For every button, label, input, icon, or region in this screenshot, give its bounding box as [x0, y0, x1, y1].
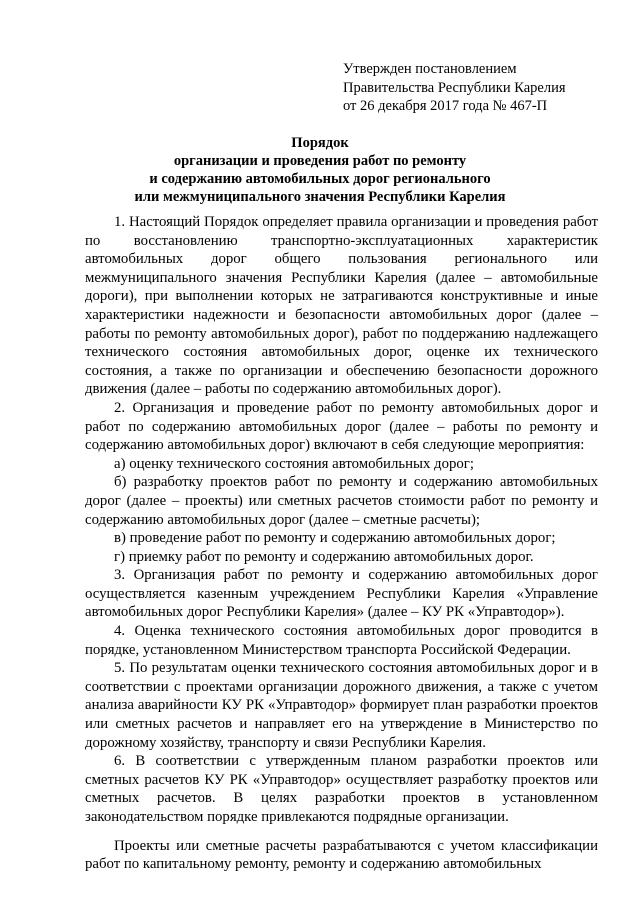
document-title	[70, 134, 570, 206]
paragraph-3: 3. Организация работ по ремонту и содержанию автомобильных дорог осуществляется казенным учреждением Республики Карелия «Управление автомобильных дорог Республики Карелия» (далее – КУ РК «Управтодор»).	[85, 567, 598, 621]
title-line-4: или межмуниципального значения Республики Карелия	[134, 189, 506, 205]
approval-line-1: Утвержден постановлением	[343, 61, 517, 77]
paragraph-5: 5. По результатам оценки технического состояния автомобильных дорог и в соответствии с проектами организации дорожного движения, а также с учетом анализа аварийности КУ РК «Управтодор» формирует план разработки проектов или сметных расчетов и направляет его на утверждение в Министерство по дорожному хозяйству, транспорту и связи Республики Карелия.	[85, 660, 598, 751]
paragraph-2: 2. Организация и проведение работ по ремонту автомобильных дорог и работ по содержанию автомобильных дорог (далее – работы по ремонту и содержанию автомобильных дорог) включают в себя следующие мероприятия:	[85, 399, 598, 454]
approval-line-2: Правительства Республики Карелия	[343, 79, 566, 96]
paragraph-2c: в) проведение работ по ремонту и содержанию автомобильных дорог;	[114, 530, 556, 547]
title-line-2: организации и проведения работ по ремонту	[173, 153, 467, 169]
approval-stamp	[343, 60, 623, 116]
approval-line-3: от 26 декабря 2017 года № 467-П	[343, 98, 548, 114]
paragraph-4: 4. Оценка технического состояния автомобильных дорог проводится в порядке, установленном Министерством транспорта Российской Федерации.	[85, 623, 598, 658]
document-body	[85, 213, 598, 874]
paragraph-1: 1. Настоящий Порядок определяет правила организации и проведения работ по восстановлению транспортно-эксплуатационных характеристик автомобильных дорог общего пользования регионального или межмуниципального значения Республики Карелия (далее – автомобильные дороги), при выполнении которых не затрагиваются конструктивные и иные характеристики надежности и безопасности автомобильных дорог (далее – работы по ремонту автомобильных дорог), работ по поддержанию надлежащего технического состояния автомобильных дорог, оценке их технического состояния, а также по организации и обеспечению безопасности дорожного движения (далее – работы по содержанию автомобильных дорог).	[85, 214, 598, 398]
paragraph-2b: б) разработку проектов работ по ремонту и содержанию автомобильных дорог (далее – проекты) или сметных расчетов стоимости работ по ремонту и содержанию автомобильных дорог (далее – сметные расчеты);	[85, 474, 598, 528]
title-line-3: и содержанию автомобильных дорог регионального	[149, 171, 491, 187]
paragraph-2a: а) оценку технического состояния автомобильных дорог;	[114, 455, 474, 472]
paragraph-2d: г) приемку работ по ремонту и содержанию автомобильных дорог.	[114, 548, 534, 565]
paragraph-6: 6. В соответствии с утвержденным планом разработки проектов или сметных расчетов КУ РК «Управтодор» осуществляет разработку проектов или сметных расчетов. В целях разработки проектов в установленном законодательством порядке привлекаются подрядные организации.	[85, 753, 598, 825]
paragraph-6-continued: Проекты или сметные расчеты разрабатываются с учетом классификации работ по капитальному ремонту, ремонту и содержанию автомобильных	[85, 837, 598, 873]
title-line-1: Порядок	[291, 135, 349, 151]
